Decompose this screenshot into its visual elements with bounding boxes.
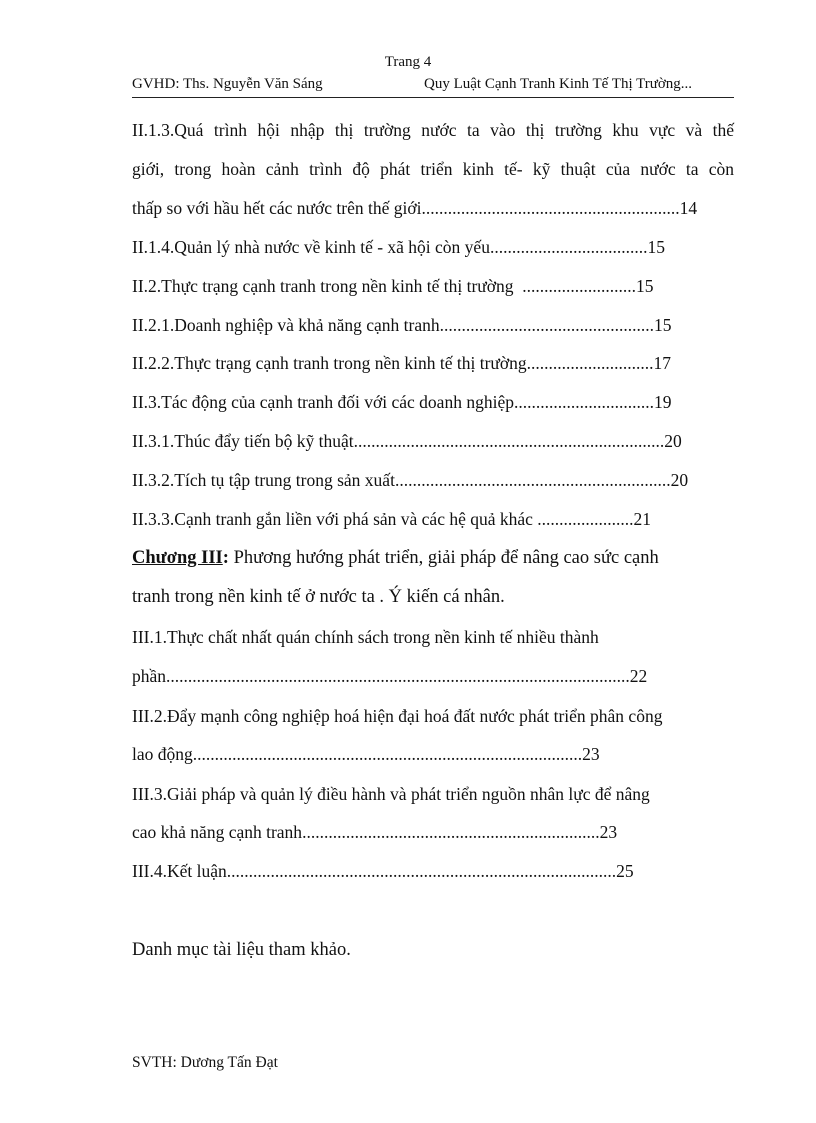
- toc-entry-ii-2: [132, 276, 734, 296]
- references-heading: Danh mục tài liệu tham khảo.: [132, 940, 351, 960]
- toc-leader-dots: ...........................................................: [421, 198, 680, 218]
- toc-entry-text: II.2.Thực trạng cạnh tranh trong nền kinh tế thị trường: [132, 276, 514, 296]
- toc-entry-ii-1-4: [132, 237, 734, 257]
- toc-entry-ii-3-1: [132, 431, 734, 451]
- toc-entry-text: thấp so với hầu hết các nước trên thế giới: [132, 198, 422, 218]
- toc-page-number: 19: [653, 392, 672, 412]
- chapter-title: Phương hướng phát triển, giải pháp để nâng cao sức cạnh: [228, 548, 659, 568]
- toc-entry-text: II.3.2.Tích tụ tập trung trong sản xuất: [132, 470, 395, 490]
- toc-entry-line: III.2.Đẩy mạnh công nghiệp hoá hiện đại hoá đất nước phát triển phân công: [132, 706, 663, 726]
- toc-page-number: 15: [653, 315, 672, 335]
- toc-entry-text: III.4.Kết luận: [132, 861, 227, 881]
- toc-entry-ii-3-3: [132, 509, 734, 529]
- toc-entry-text: II.3.Tác động của cạnh tranh đối với các doanh nghiệp: [132, 392, 514, 412]
- toc-leader-dots: .................................................: [439, 315, 654, 335]
- toc-leader-dots: ...............................................................: [394, 470, 671, 490]
- toc-entry-line: [132, 198, 734, 218]
- toc-entry-line: [132, 822, 734, 842]
- toc-entry-text: II.3.3.Cạnh tranh gắn liền với phá sản và các hệ quả khác: [132, 509, 538, 529]
- chapter-colon: :: [222, 548, 229, 568]
- chapter-label: Chương III: [132, 548, 223, 568]
- toc-leader-dots: .........................................................................................: [192, 744, 583, 764]
- toc-leader-dots: ....................................: [489, 237, 648, 257]
- header-topic: Quy Luật Cạnh Tranh Kinh Tế Thị Trường...: [424, 76, 693, 92]
- toc-page-number: 15: [636, 276, 654, 296]
- toc-entry-text: cao khả năng cạnh tranh: [132, 822, 303, 842]
- toc-entry-text: II.1.4.Quản lý nhà nước về kinh tế - xã hội còn yếu: [132, 237, 490, 257]
- toc-entry-line: [132, 666, 734, 686]
- toc-page-number: 23: [599, 822, 618, 842]
- toc-leader-dots: .......................................................................: [353, 431, 665, 451]
- toc-entry-text: II.3.1.Thúc đẩy tiến bộ kỹ thuật: [132, 431, 354, 451]
- chapter-heading-line: [132, 548, 734, 568]
- toc-leader-dots: ................................: [513, 392, 654, 412]
- toc-entry-ii-3: [132, 392, 734, 412]
- toc-leader-dots: ..........................: [513, 276, 637, 296]
- page-footer-student: SVTH: Dương Tấn Đạt: [132, 1054, 278, 1071]
- toc-page-number: 17: [653, 353, 672, 373]
- toc-leader-dots: .............................: [526, 353, 654, 373]
- toc-entry-ii-2-2: [132, 353, 734, 373]
- toc-leader-dots: ......................: [537, 509, 634, 529]
- toc-entry-ii-2-1: [132, 315, 734, 335]
- page-number: Trang 4: [384, 54, 432, 70]
- toc-entry-line: III.3.Giải pháp và quản lý điều hành và phát triển nguồn nhân lực để nâng: [132, 784, 650, 804]
- toc-entry-line: giới, trong hoàn cảnh trình độ phát triển kinh tế- kỹ thuật của nước ta còn: [132, 159, 734, 179]
- toc-entry-iii-4: [132, 861, 734, 881]
- toc-leader-dots: ..........................................................................................................: [166, 666, 630, 686]
- toc-page-number: 22: [629, 666, 648, 686]
- toc-page-number: 14: [679, 198, 698, 218]
- header-instructor: GVHD: Ths. Nguyễn Văn Sáng: [132, 76, 323, 92]
- toc-leader-dots: .........................................................................................: [226, 861, 617, 881]
- page-header: [132, 76, 734, 98]
- toc-entry-line: III.1.Thực chất nhất quán chính sách trong nền kinh tế nhiều thành: [132, 627, 599, 647]
- toc-page-number: 20: [670, 470, 689, 490]
- toc-page-number: 23: [582, 744, 600, 764]
- toc-entry-text: II.2.2.Thực trạng cạnh tranh trong nền kinh tế thị trường: [132, 353, 527, 373]
- toc-page-number: 20: [664, 431, 682, 451]
- toc-leader-dots: ....................................................................: [302, 822, 600, 842]
- toc-page-number: 15: [647, 237, 665, 257]
- toc-entry-line: [132, 744, 734, 764]
- toc-entry-ii-3-2: [132, 470, 734, 490]
- toc-page-number: 25: [616, 861, 634, 881]
- toc-entry-text: lao động: [132, 744, 193, 764]
- chapter-title-continued: tranh trong nền kinh tế ở nước ta . Ý kiến cá nhân.: [132, 587, 505, 607]
- toc-entry-text: II.2.1.Doanh nghiệp và khả năng cạnh tranh: [132, 315, 440, 335]
- toc-page-number: 21: [633, 509, 652, 529]
- toc-entry-line: II.1.3.Quá trình hội nhập thị trường nước ta vào thị trường khu vực và thế: [132, 120, 734, 140]
- toc-entry-text: phần: [132, 666, 167, 686]
